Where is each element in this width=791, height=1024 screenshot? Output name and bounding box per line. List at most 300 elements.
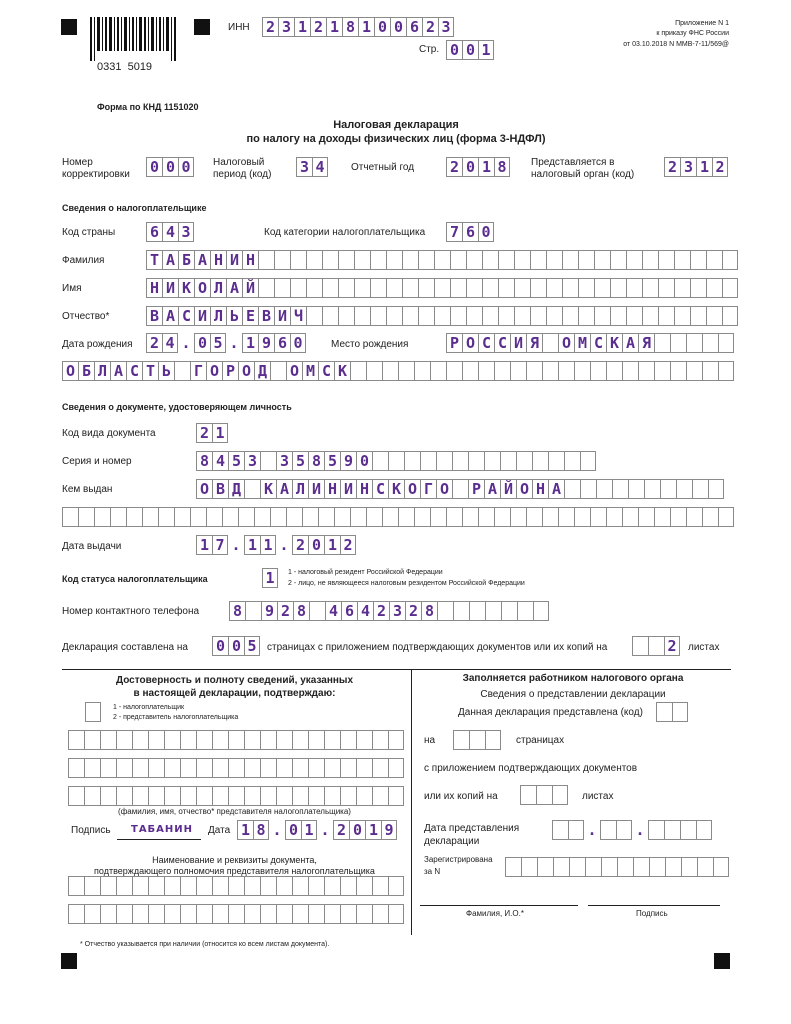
cell	[306, 306, 322, 326]
cell: 6	[146, 222, 162, 242]
cell	[270, 361, 286, 381]
doc-type-label: Код вида документа	[62, 428, 156, 439]
cell	[228, 758, 244, 778]
cell	[521, 857, 537, 877]
surname-cells[interactable]	[146, 250, 738, 270]
sign-line	[117, 839, 201, 840]
birth-date-cells[interactable]	[146, 333, 306, 353]
cell	[388, 904, 404, 924]
cell: Б	[178, 250, 194, 270]
cell	[132, 876, 148, 896]
cell	[228, 730, 244, 750]
cell: Н	[532, 479, 548, 499]
date-separator: .	[231, 536, 241, 554]
cell	[78, 507, 94, 527]
cell	[642, 306, 658, 326]
cell	[258, 250, 274, 270]
cell	[402, 250, 418, 270]
page-subtitle: по налогу на доходы физических лиц (форма 3-НДФЛ)	[246, 133, 546, 145]
cell	[626, 278, 642, 298]
auth-doc-line2-cells[interactable]	[68, 904, 404, 924]
cell: 3	[296, 157, 312, 177]
cell	[478, 507, 494, 527]
sign-date-cells[interactable]	[237, 820, 397, 840]
category-cells[interactable]	[446, 222, 494, 242]
cell	[530, 250, 546, 270]
year-cells[interactable]	[446, 157, 510, 177]
cell	[404, 451, 420, 471]
cell	[594, 306, 610, 326]
cell: 0	[308, 535, 324, 555]
reg-label-line2: за N	[424, 867, 441, 876]
patronymic-cells[interactable]	[146, 306, 738, 326]
cell	[126, 507, 142, 527]
cell	[308, 786, 324, 806]
cell: Л	[292, 479, 308, 499]
cell: А	[226, 278, 242, 298]
cell	[606, 507, 622, 527]
cell	[356, 786, 372, 806]
cell: 6	[462, 222, 478, 242]
rep-fio-line2-cells[interactable]	[68, 758, 404, 778]
pages-cells[interactable]	[212, 636, 260, 656]
right-subtitle: Сведения о представлении декларации	[480, 689, 666, 700]
tax-pages-label: страницах	[516, 735, 565, 746]
cell	[722, 278, 738, 298]
cell	[196, 786, 212, 806]
cell: 9	[258, 333, 274, 353]
cell	[574, 361, 590, 381]
cell	[308, 730, 324, 750]
cell: 9	[381, 820, 397, 840]
cell	[517, 601, 533, 621]
cell: 1	[696, 157, 712, 177]
cell	[606, 361, 622, 381]
cell	[356, 904, 372, 924]
cell	[468, 451, 484, 471]
cell: 0	[390, 17, 406, 37]
cell	[676, 479, 692, 499]
cell	[388, 758, 404, 778]
cell	[660, 479, 676, 499]
cell: К	[260, 479, 276, 499]
cell	[498, 278, 514, 298]
authority-cells[interactable]	[664, 157, 728, 177]
cell: 2	[422, 17, 438, 37]
cell: К	[606, 333, 622, 353]
date-separator: .	[635, 821, 645, 839]
cell: Н	[146, 278, 162, 298]
cell	[180, 876, 196, 896]
cell	[514, 306, 530, 326]
cell: 0	[285, 820, 301, 840]
cell	[617, 857, 633, 877]
footnote: * Отчество указывается при наличии (относится ко всем листам документа).	[80, 941, 330, 948]
cell: 0	[228, 636, 244, 656]
cell	[164, 904, 180, 924]
cell: 1	[244, 535, 260, 555]
cell	[510, 507, 526, 527]
cell: 0	[478, 222, 494, 242]
cell	[638, 361, 654, 381]
cell	[482, 250, 498, 270]
cell	[402, 278, 418, 298]
cell: А	[484, 479, 500, 499]
cell	[258, 278, 274, 298]
cell	[453, 730, 469, 750]
cell	[338, 250, 354, 270]
cell	[386, 278, 402, 298]
cell	[308, 904, 324, 924]
cell: 2	[277, 601, 293, 621]
cell	[190, 507, 206, 527]
cell	[292, 876, 308, 896]
cell: В	[212, 479, 228, 499]
cell	[680, 820, 696, 840]
country-cells[interactable]	[146, 222, 194, 242]
page-cells	[446, 40, 494, 60]
cell	[302, 507, 318, 527]
cell: 6	[406, 17, 422, 37]
cell: 4	[212, 451, 228, 471]
cell	[708, 479, 724, 499]
cell	[690, 278, 706, 298]
pages-label-mid: страницах с приложением подтверждающих документов или их копий на	[267, 642, 608, 653]
cell	[414, 361, 430, 381]
signature-line	[588, 905, 720, 906]
cell	[718, 333, 734, 353]
cell	[718, 507, 734, 527]
cell	[590, 361, 606, 381]
cell	[706, 306, 722, 326]
cell: Р	[222, 361, 238, 381]
cell	[674, 278, 690, 298]
pages-label-pre: Декларация составлена на	[62, 642, 188, 653]
cell	[658, 250, 674, 270]
divider-vertical	[411, 669, 412, 935]
inn-label: ИНН	[228, 22, 250, 33]
cell	[386, 250, 402, 270]
cell	[478, 361, 494, 381]
period-cells[interactable]	[296, 157, 328, 177]
cell: Н	[210, 250, 226, 270]
cell	[532, 451, 548, 471]
cell: Л	[210, 278, 226, 298]
cell	[132, 758, 148, 778]
cell	[462, 361, 478, 381]
cell: 0	[290, 333, 306, 353]
sign-value[interactable]: ТАБАНИН	[131, 824, 194, 835]
cell	[228, 904, 244, 924]
cell	[306, 278, 322, 298]
birth-place-line2-cells[interactable]	[62, 361, 734, 381]
cell	[722, 306, 738, 326]
cell	[681, 857, 697, 877]
cell	[350, 507, 366, 527]
cell: 4	[357, 601, 373, 621]
cell: 0	[349, 820, 365, 840]
cell	[562, 306, 578, 326]
cell	[309, 601, 325, 621]
barcode-icon	[88, 17, 180, 61]
cell	[446, 507, 462, 527]
barcode-number: 0331 5019	[97, 61, 153, 73]
cell	[276, 730, 292, 750]
cell	[116, 730, 132, 750]
name-cells[interactable]	[146, 278, 738, 298]
cell	[632, 636, 648, 656]
cell	[696, 820, 712, 840]
corner-marker-bottom-left	[61, 953, 77, 969]
cell	[322, 278, 338, 298]
cell	[453, 601, 469, 621]
issue-date-cells[interactable]	[196, 535, 356, 555]
cell	[116, 876, 132, 896]
cell	[260, 786, 276, 806]
tax-attach-label: с приложением подтверждающих документов	[424, 763, 638, 774]
cell	[196, 758, 212, 778]
cell	[418, 250, 434, 270]
cell: К	[388, 479, 404, 499]
cell	[537, 857, 553, 877]
cell	[388, 876, 404, 896]
cell	[434, 250, 450, 270]
corner-marker-top-mid	[194, 19, 210, 35]
cell	[501, 601, 517, 621]
cell: Р	[446, 333, 462, 353]
cell	[84, 758, 100, 778]
phone-cells[interactable]	[229, 601, 549, 621]
cell	[180, 786, 196, 806]
cell	[494, 361, 510, 381]
cell	[174, 361, 190, 381]
cell	[270, 507, 286, 527]
cell	[418, 306, 434, 326]
divider-horizontal	[62, 669, 731, 670]
tax-copies-label: или их копий на	[424, 791, 498, 802]
cell	[84, 876, 100, 896]
cell	[100, 786, 116, 806]
cell: Н	[356, 479, 372, 499]
attach-cells[interactable]	[632, 636, 680, 656]
cell	[648, 820, 664, 840]
cell	[274, 278, 290, 298]
cell	[466, 278, 482, 298]
cell: 3	[680, 157, 696, 177]
cell	[718, 361, 734, 381]
auth-doc-line1-cells[interactable]	[68, 876, 404, 896]
cell: С	[590, 333, 606, 353]
issued-by-line2-cells[interactable]	[62, 507, 734, 527]
cell	[450, 278, 466, 298]
cell: 1	[365, 820, 381, 840]
cell	[542, 507, 558, 527]
cell	[274, 250, 290, 270]
cell	[174, 507, 190, 527]
cell	[562, 278, 578, 298]
cell	[116, 904, 132, 924]
cell: Н	[242, 250, 258, 270]
cell	[674, 250, 690, 270]
cell: 3	[389, 601, 405, 621]
cell	[260, 730, 276, 750]
cell	[558, 361, 574, 381]
cell	[590, 507, 606, 527]
cell: Р	[468, 479, 484, 499]
surname-label: Фамилия	[62, 255, 105, 266]
cell	[68, 876, 84, 896]
signer-type-cells[interactable]	[85, 702, 101, 722]
cell	[654, 507, 670, 527]
cell: 0	[162, 157, 178, 177]
cell: Т	[146, 250, 162, 270]
cell: 0	[356, 451, 372, 471]
fio-line	[420, 905, 578, 906]
cell	[697, 857, 713, 877]
taxpayer-section-title: Сведения о налогоплательщике	[62, 203, 207, 213]
inn-cells	[262, 17, 454, 37]
cell	[322, 306, 338, 326]
cell	[664, 820, 680, 840]
rep-fio-line3-cells[interactable]	[68, 786, 404, 806]
cell	[626, 250, 642, 270]
cell	[558, 507, 574, 527]
cell	[84, 786, 100, 806]
cell: 0	[462, 40, 478, 60]
name-label: Имя	[62, 283, 82, 294]
cell: О	[196, 479, 212, 499]
cell: 4	[162, 222, 178, 242]
tax-copies-cells[interactable]	[520, 785, 568, 805]
cell	[372, 876, 388, 896]
form-code: Форма по КНД 1151020	[97, 102, 199, 112]
cell	[372, 904, 388, 924]
cell	[656, 702, 672, 722]
cell: Й	[500, 479, 516, 499]
rep-fio-line1-cells[interactable]	[68, 730, 404, 750]
cell	[600, 820, 616, 840]
cell: 2	[712, 157, 728, 177]
cell: О	[404, 479, 420, 499]
cell	[628, 479, 644, 499]
cell	[670, 361, 686, 381]
cell	[612, 479, 628, 499]
tax-fio-label: Фамилия, И.О.*	[466, 909, 524, 918]
cell	[94, 507, 110, 527]
cell: И	[340, 479, 356, 499]
doc-type-cells[interactable]	[196, 423, 228, 443]
cell	[690, 306, 706, 326]
cell	[446, 361, 462, 381]
cell	[372, 451, 388, 471]
issued-by-cells[interactable]	[196, 479, 724, 499]
cell: М	[574, 333, 590, 353]
date-separator: .	[587, 821, 597, 839]
date-separator: .	[272, 821, 282, 839]
cell	[452, 451, 468, 471]
presented-cells[interactable]	[656, 702, 688, 722]
cell: 5	[324, 451, 340, 471]
cell	[148, 758, 164, 778]
tax-pages-cells[interactable]	[453, 730, 501, 750]
appendix-line2: к приказу ФНС России	[656, 30, 729, 37]
cell	[526, 507, 542, 527]
cell	[469, 601, 485, 621]
cell: 1	[294, 17, 310, 37]
status-cells[interactable]	[262, 568, 278, 588]
date-separator: .	[320, 821, 330, 839]
cell	[548, 451, 564, 471]
tax-date-cells[interactable]	[552, 820, 712, 840]
cell	[68, 758, 84, 778]
cell	[100, 876, 116, 896]
cell	[324, 730, 340, 750]
cell: А	[622, 333, 638, 353]
cell	[244, 876, 260, 896]
cell	[85, 702, 101, 722]
cell: А	[548, 479, 564, 499]
cell: 9	[340, 451, 356, 471]
cell	[514, 278, 530, 298]
birth-place-line1-cells[interactable]	[446, 333, 734, 353]
cell: 2	[664, 636, 680, 656]
cell	[356, 876, 372, 896]
cell	[466, 250, 482, 270]
cell: И	[510, 333, 526, 353]
cell	[254, 507, 270, 527]
cell	[196, 876, 212, 896]
cell	[418, 278, 434, 298]
cell: В	[258, 306, 274, 326]
cell	[212, 758, 228, 778]
sign-label: Подпись	[71, 825, 111, 836]
cell	[142, 507, 158, 527]
cell: Й	[242, 278, 258, 298]
cell	[228, 786, 244, 806]
cell: 5	[292, 451, 308, 471]
issued-by-label: Кем выдан	[62, 484, 113, 495]
document-section-title: Сведения о документе, удостоверяющем личность	[62, 402, 292, 412]
cell: И	[194, 306, 210, 326]
cell: 1	[478, 40, 494, 60]
cell	[670, 507, 686, 527]
reg-number-cells[interactable]	[505, 857, 729, 877]
cell	[180, 904, 196, 924]
cell	[292, 786, 308, 806]
cell	[644, 479, 660, 499]
cell	[84, 904, 100, 924]
cell: 0	[462, 157, 478, 177]
series-cells[interactable]	[196, 451, 596, 471]
cell: С	[372, 479, 388, 499]
cell: 1	[262, 568, 278, 588]
cell: Г	[420, 479, 436, 499]
correction-cells[interactable]	[146, 157, 194, 177]
cell	[569, 857, 585, 877]
cell	[244, 786, 260, 806]
cell	[228, 876, 244, 896]
cell	[164, 876, 180, 896]
cell	[578, 250, 594, 270]
cell	[370, 250, 386, 270]
left-title-line1: Достоверность и полноту сведений, указанных	[115, 675, 354, 686]
cell	[633, 857, 649, 877]
cell	[260, 876, 276, 896]
status-label: Код статуса налогоплательщика	[62, 574, 208, 584]
right-title: Заполняется работником налогового органа	[462, 673, 684, 684]
page-label: Стр.	[419, 44, 440, 55]
cell: 7	[446, 222, 462, 242]
